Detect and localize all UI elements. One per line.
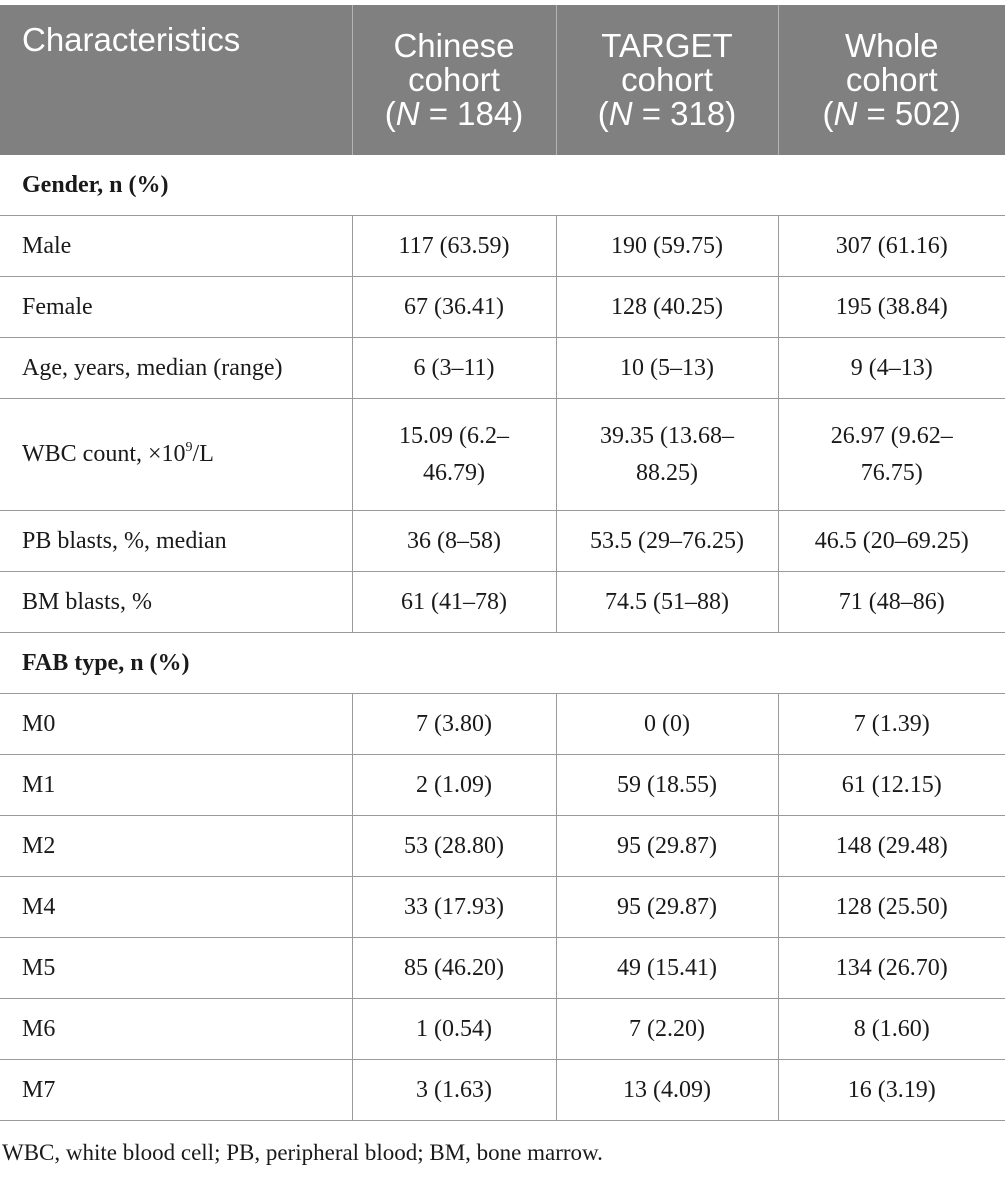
cell-bm-target: 74.5 (51–88) — [556, 572, 778, 633]
table-row-male — [0, 216, 1005, 277]
row-label-m2: M2 — [0, 816, 352, 877]
table-row-age — [0, 338, 1005, 399]
cell-wbc-chinese-line1: 15.09 (6.2– — [399, 422, 509, 449]
cell-female-chinese: 67 (36.41) — [352, 277, 556, 338]
section-row-fab — [0, 633, 1005, 694]
table-row-bm-blasts — [0, 572, 1005, 633]
cell-bm-chinese: 61 (41–78) — [352, 572, 556, 633]
header-chinese-line1: Chinese — [393, 27, 515, 64]
section-row-gender — [0, 155, 1005, 216]
cell-m7-target: 13 (4.09) — [556, 1060, 778, 1121]
cell-wbc-chinese-line2: 46.79) — [423, 459, 485, 486]
cell-wbc-target — [556, 399, 778, 511]
table-row-pb-blasts — [0, 511, 1005, 572]
header-whole-n — [779, 97, 1005, 131]
cell-age-whole: 9 (4–13) — [778, 338, 1005, 399]
table-row-m4 — [0, 877, 1005, 938]
characteristics-table — [0, 5, 1005, 1121]
cell-m6-whole: 8 (1.60) — [778, 999, 1005, 1060]
header-target-n-prefix: ( — [597, 95, 609, 132]
cell-age-target: 10 (5–13) — [556, 338, 778, 399]
cell-m0-whole: 7 (1.39) — [778, 694, 1005, 755]
header-whole-n-value: = 502) — [857, 95, 961, 132]
cell-m6-chinese: 1 (0.54) — [352, 999, 556, 1060]
row-label-m4: M4 — [0, 877, 352, 938]
cell-m1-chinese: 2 (1.09) — [352, 755, 556, 816]
table-footnote: WBC, white blood cell; PB, peripheral blood; BM, bone marrow. — [2, 1140, 603, 1165]
cell-male-target: 190 (59.75) — [556, 216, 778, 277]
table-row-m7 — [0, 1060, 1005, 1121]
header-chinese-n-value: = 184) — [419, 95, 524, 132]
row-label-male: Male — [0, 216, 352, 277]
table-row-m6 — [0, 999, 1005, 1060]
cell-female-target: 128 (40.25) — [556, 277, 778, 338]
row-label-age: Age, years, median (range) — [0, 338, 352, 399]
cell-m7-chinese: 3 (1.63) — [352, 1060, 556, 1121]
table-row-m0 — [0, 694, 1005, 755]
header-target-line2: cohort — [621, 61, 713, 98]
cell-wbc-target-line2: 88.25) — [636, 459, 698, 486]
table-row-m5 — [0, 938, 1005, 999]
cell-m5-target: 49 (15.41) — [556, 938, 778, 999]
cell-m5-chinese: 85 (46.20) — [352, 938, 556, 999]
cell-m5-whole: 134 (26.70) — [778, 938, 1005, 999]
header-row — [0, 5, 1005, 155]
cell-m0-chinese: 7 (3.80) — [352, 694, 556, 755]
cell-m1-whole: 61 (12.15) — [778, 755, 1005, 816]
row-label-m1: M1 — [0, 755, 352, 816]
cell-m0-target: 0 (0) — [556, 694, 778, 755]
row-label-m5: M5 — [0, 938, 352, 999]
cell-wbc-chinese — [352, 399, 556, 511]
row-label-wbc — [0, 399, 352, 511]
table-header — [0, 5, 1005, 155]
row-label-bm-blasts: BM blasts, % — [0, 572, 352, 633]
row-label-wbc-prefix: WBC count, ×10 — [22, 441, 186, 467]
cell-m2-target: 95 (29.87) — [556, 816, 778, 877]
cell-age-chinese: 6 (3–11) — [352, 338, 556, 399]
cell-m1-target: 59 (18.55) — [556, 755, 778, 816]
table-row-m2 — [0, 816, 1005, 877]
header-chinese-n-prefix: ( — [384, 95, 396, 132]
row-label-wbc-exponent: 9 — [185, 440, 193, 455]
row-label-wbc-suffix: /L — [192, 441, 214, 467]
row-label-female: Female — [0, 277, 352, 338]
header-whole-n-symbol: N — [833, 95, 858, 132]
header-whole-n-prefix: ( — [822, 95, 834, 132]
row-label-m6: M6 — [0, 999, 352, 1060]
header-chinese-n — [353, 97, 556, 131]
header-whole-line2: cohort — [845, 61, 938, 98]
header-target-n-value: = 318) — [632, 95, 737, 132]
cell-m4-chinese: 33 (17.93) — [352, 877, 556, 938]
cell-m6-target: 7 (2.20) — [556, 999, 778, 1060]
cell-m4-whole: 128 (25.50) — [778, 877, 1005, 938]
table-row-wbc — [0, 399, 1005, 511]
header-target-line1: TARGET — [601, 27, 733, 64]
cell-wbc-whole — [778, 399, 1005, 511]
header-chinese-n-symbol: N — [395, 95, 420, 132]
header-chinese-line2: cohort — [408, 61, 500, 98]
section-label-fab: FAB type, n (%) — [0, 633, 1005, 694]
header-chinese-cohort — [352, 5, 556, 155]
cell-wbc-whole-line1: 26.97 (9.62– — [830, 422, 953, 449]
cell-pb-target: 53.5 (29–76.25) — [556, 511, 778, 572]
row-label-pb-blasts: PB blasts, %, median — [0, 511, 352, 572]
cell-m2-whole: 148 (29.48) — [778, 816, 1005, 877]
cell-wbc-whole-line2: 76.75) — [860, 459, 923, 486]
row-label-m0: M0 — [0, 694, 352, 755]
cell-pb-chinese: 36 (8–58) — [352, 511, 556, 572]
table-row-female — [0, 277, 1005, 338]
table-body — [0, 155, 1005, 1121]
cell-pb-whole: 46.5 (20–69.25) — [778, 511, 1005, 572]
cell-male-whole: 307 (61.16) — [778, 216, 1005, 277]
header-target-n — [557, 97, 778, 131]
cell-m2-chinese: 53 (28.80) — [352, 816, 556, 877]
row-label-m7: M7 — [0, 1060, 352, 1121]
cell-m4-target: 95 (29.87) — [556, 877, 778, 938]
header-whole-cohort — [778, 5, 1005, 155]
cell-wbc-target-line1: 39.35 (13.68– — [600, 422, 734, 449]
header-target-n-symbol: N — [608, 95, 633, 132]
cell-male-chinese: 117 (63.59) — [352, 216, 556, 277]
cell-bm-whole: 71 (48–86) — [778, 572, 1005, 633]
table-row-m1 — [0, 755, 1005, 816]
header-characteristics: Characteristics — [0, 5, 352, 155]
section-label-gender: Gender, n (%) — [0, 155, 1005, 216]
cell-m7-whole: 16 (3.19) — [778, 1060, 1005, 1121]
cell-female-whole: 195 (38.84) — [778, 277, 1005, 338]
header-whole-line1: Whole — [844, 27, 939, 64]
header-target-cohort — [556, 5, 778, 155]
